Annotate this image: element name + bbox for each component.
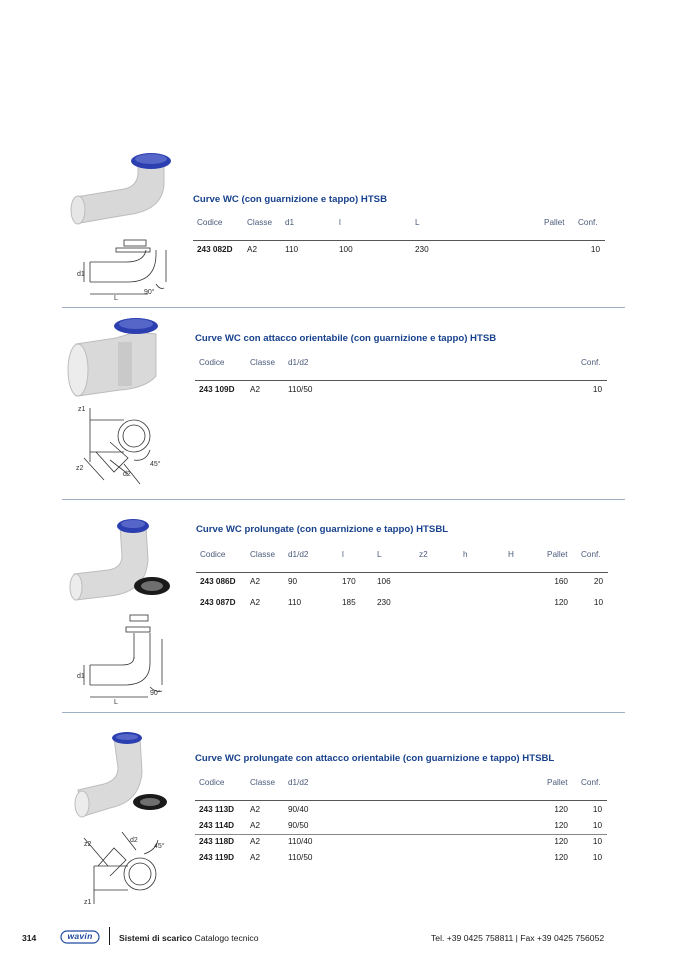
table-cell-code: 243 114D xyxy=(199,821,235,830)
technical-drawing-3 xyxy=(76,613,172,707)
table-header-rule xyxy=(195,800,607,801)
technical-drawing-1 xyxy=(76,236,174,302)
col-header: Codice xyxy=(199,778,225,787)
wavin-logo xyxy=(60,930,100,944)
drawing-label-d1: d1 xyxy=(77,271,85,278)
col-header: h xyxy=(463,550,468,559)
drawing-label-angle: 45° xyxy=(154,843,165,850)
col-header: d1/d2 xyxy=(288,778,309,787)
col-header: Classe xyxy=(250,358,276,367)
table-cell: 90/50 xyxy=(288,821,309,830)
table-cell-code: 243 119D xyxy=(199,853,235,862)
table-cell: A2 xyxy=(250,821,261,830)
drawing-label-z1: z1 xyxy=(84,899,92,906)
drawing-label-angle: 90° xyxy=(150,690,161,697)
catalog-title xyxy=(119,933,259,943)
table-cell: 110/40 xyxy=(288,837,313,846)
col-header: d1/d2 xyxy=(288,358,309,367)
section-divider xyxy=(62,499,625,500)
table-cell: 110/50 xyxy=(288,853,313,862)
drawing-label-d2: d2 xyxy=(130,837,138,844)
table-cell: 10 xyxy=(592,837,602,846)
col-header: Classe xyxy=(250,550,276,559)
col-header: l xyxy=(342,550,344,559)
table-cell: 120 xyxy=(554,837,568,846)
table-cell: 20 xyxy=(593,577,603,586)
section-divider xyxy=(62,307,625,308)
table-cell: 110/50 xyxy=(288,385,313,394)
product-image-elbow-swivel xyxy=(66,314,164,404)
drawing-label-z2: z2 xyxy=(84,841,92,848)
contact-info: Tel. +39 0425 758811 | Fax +39 0425 756052 xyxy=(431,933,605,943)
table-header-rule xyxy=(193,240,605,241)
table-cell: A2 xyxy=(250,805,261,814)
table-cell: 90 xyxy=(288,577,298,586)
table-cell: A2 xyxy=(250,837,261,846)
table-cell: A2 xyxy=(250,577,261,586)
col-header: l xyxy=(339,218,341,227)
table-cell: 110 xyxy=(285,245,299,254)
footer-divider xyxy=(109,927,110,945)
table-cell: A2 xyxy=(247,245,258,254)
table-header-rule xyxy=(196,572,608,573)
table-cell: 160 xyxy=(554,577,568,586)
col-header: Classe xyxy=(250,778,276,787)
drawing-label-angle: 90° xyxy=(144,289,155,296)
section-title: Curve WC prolungate con attacco orientabile (con guarnizione e tappo) HTSBL xyxy=(195,753,555,764)
table-cell-code: 243 082D xyxy=(197,245,233,254)
table-cell: 106 xyxy=(377,577,391,586)
table-cell-code: 243 118D xyxy=(199,837,235,846)
col-header: L xyxy=(377,550,382,559)
table-cell: 10 xyxy=(590,245,600,254)
col-header: d1/d2 xyxy=(288,550,309,559)
table-row-rule xyxy=(195,834,607,835)
table-cell: 10 xyxy=(592,821,602,830)
page-number: 314 xyxy=(22,933,37,943)
section-title: Curve WC (con guarnizione e tappo) HTSB xyxy=(193,194,388,205)
table-cell: 185 xyxy=(342,598,356,607)
col-header: Codice xyxy=(200,550,226,559)
col-header: z2 xyxy=(419,550,428,559)
drawing-label-z2: z2 xyxy=(76,465,84,472)
table-cell: 100 xyxy=(339,245,353,254)
brand-name: wavin xyxy=(67,931,93,941)
col-header: L xyxy=(415,218,420,227)
technical-drawing-4 xyxy=(74,826,170,908)
table-cell-code: 243 109D xyxy=(199,385,235,394)
table-header-rule xyxy=(195,380,607,381)
table-cell: 120 xyxy=(554,821,568,830)
section-title: Curve WC con attacco orientabile (con guarnizione e tappo) HTSB xyxy=(195,333,497,344)
table-cell: A2 xyxy=(250,853,261,862)
table-cell: 10 xyxy=(592,385,602,394)
product-image-elbow-long xyxy=(66,514,174,608)
col-header: Conf. xyxy=(581,358,601,367)
technical-drawing-2 xyxy=(74,400,166,492)
col-header: Conf. xyxy=(581,778,601,787)
table-cell-code: 243 113D xyxy=(199,805,235,814)
col-header: Codice xyxy=(197,218,223,227)
col-header: Pallet xyxy=(544,218,565,227)
col-header: H xyxy=(508,550,514,559)
table-cell-code: 243 086D xyxy=(200,577,236,586)
drawing-label-L: L xyxy=(114,295,118,302)
table-cell: A2 xyxy=(250,598,261,607)
col-header: Classe xyxy=(247,218,273,227)
product-image-elbow-long-swivel xyxy=(70,728,174,824)
col-header: Conf. xyxy=(581,550,601,559)
section-divider xyxy=(62,712,625,713)
table-cell-code: 243 087D xyxy=(200,598,236,607)
drawing-label-angle: 45° xyxy=(150,461,161,468)
table-cell: 120 xyxy=(554,805,568,814)
catalog-title-rest: Catalogo tecnico xyxy=(194,933,259,943)
table-cell: 120 xyxy=(554,853,568,862)
catalog-title-bold: Sistemi di scarico xyxy=(119,933,193,943)
table-cell: 10 xyxy=(593,598,603,607)
table-cell: 10 xyxy=(592,805,602,814)
product-image-elbow-htsb xyxy=(66,145,174,235)
drawing-label-L: L xyxy=(114,699,118,706)
section-title: Curve WC prolungate (con guarnizione e tappo) HTSBL xyxy=(196,524,449,535)
table-cell: 120 xyxy=(554,598,568,607)
drawing-label-z1: z1 xyxy=(78,406,86,413)
table-cell: 230 xyxy=(377,598,391,607)
drawing-label-d2: d2 xyxy=(123,471,131,478)
table-cell: 230 xyxy=(415,245,429,254)
col-header: Codice xyxy=(199,358,225,367)
col-header: Pallet xyxy=(547,778,568,787)
table-cell: 10 xyxy=(592,853,602,862)
col-header: Conf. xyxy=(578,218,598,227)
col-header: d1 xyxy=(285,218,295,227)
drawing-label-d1: d1 xyxy=(77,673,85,680)
table-cell: A2 xyxy=(250,385,261,394)
table-cell: 170 xyxy=(342,577,356,586)
table-cell: 90/40 xyxy=(288,805,309,814)
table-cell: 110 xyxy=(288,598,302,607)
col-header: Pallet xyxy=(547,550,568,559)
